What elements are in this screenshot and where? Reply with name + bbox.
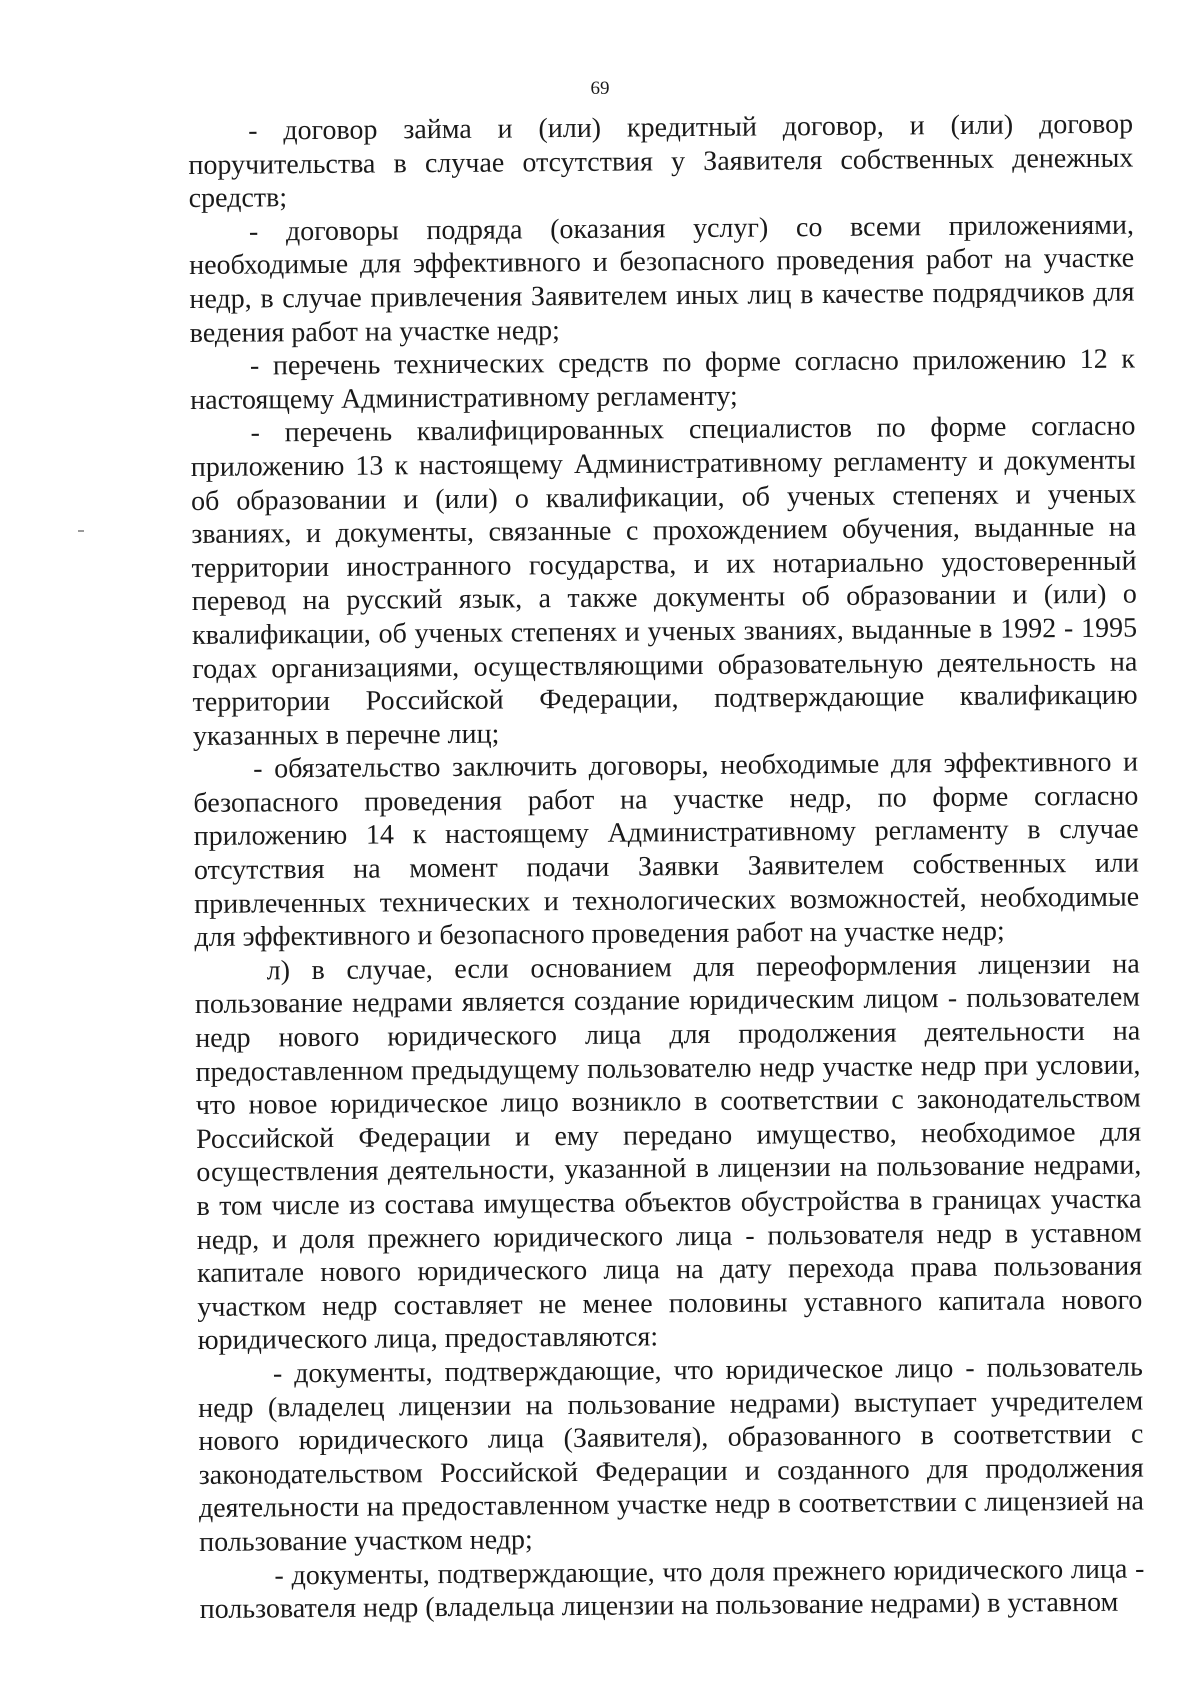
paragraph-loan-agreement: - договор займа и (или) кредитный договор, и (или) договор поручительства в случае отсутствия у Заявителя собственных денежных средств; xyxy=(188,108,1134,215)
page-number: 69 xyxy=(590,78,610,99)
paragraph-obligation-contracts: - обязательство заключить договоры, необходимые для эффективного и безопасного проведения работ на участке недр, по форме согласно приложению 14 к настоящему Административному регламенту в случае отсутствия на момент подачи Заявки Заявителем собственных или привлеченных технических и технологических возможностей, необходимые для эффективного и безопасного проведения работ на участке недр; xyxy=(193,746,1140,954)
paragraph-founder-documents: - документы, подтверждающие, что юридическое лицо - пользователь недр (владелец лицензии на пользование недрами) выступает учредителем нового юридического лица (Заявителя), образованного в соответствии с законодательством Российской Федерации и созданного для продолжения деятельности на предоставленном участке недр в соответствии с лицензией на пользование участком недр; xyxy=(198,1351,1145,1558)
document-body xyxy=(188,108,1145,1627)
paragraph-item-l: л) в случае, если основанием для переоформления лицензии на пользование недрами является создание юридическим лицом - пользователем недр нового юридического лица для продолжения деятельности на предоставленном предыдущему пользователю недр участке недр при условии, что новое юридическое лицо возникло в соответствии с законодательством Российской Федерации и ему передано имущество, необходимое для осуществления деятельности, указанной в лицензии на пользование недрами, в том числе из состава имущества объектов обустройства в границах участка недр, и доля прежнего юридического лица - пользователя недр в уставном капитале нового юридического лица на дату перехода права пользования участком недр составляет не менее половины уставного капитала нового юридического лица, предоставляются: xyxy=(194,948,1143,1357)
paragraph-share-documents: - документы, подтверждающие, что доля прежнего юридического лица - пользователя недр (владельца лицензии на пользование недрами) в уставном xyxy=(199,1553,1145,1626)
margin-mark xyxy=(78,530,84,532)
paragraph-specialists-list: - перечень квалифицированных специалистов по форме согласно приложению 13 к настоящему Административному регламенту и документы об образовании и (или) о квалификации, об ученых степенях и ученых званиях, и документы, связанные с прохождением обучения, выданные на территории иностранного государства, и их нотариально удостоверенный перевод на русский язык, а также документы об образовании и (или) о квалификации, об ученых степенях и ученых званиях, выданные в 1992 - 1995 годах организациями, осуществляющими образовательную деятельность на территории Российской Федерации, подтверждающие квалификацию указанных в перечне лиц; xyxy=(190,410,1138,752)
paragraph-contractor-agreements: - договоры подряда (оказания услуг) со всеми приложениями, необходимые для эффективного и безопасного проведения работ на участке недр, в случае привлечения Заявителем иных лиц в качестве подрядчиков для ведения работ на участке недр; xyxy=(189,209,1135,349)
paragraph-technical-means-list: - перечень технических средств по форме согласно приложению 12 к настоящему Административному регламенту; xyxy=(190,343,1136,416)
